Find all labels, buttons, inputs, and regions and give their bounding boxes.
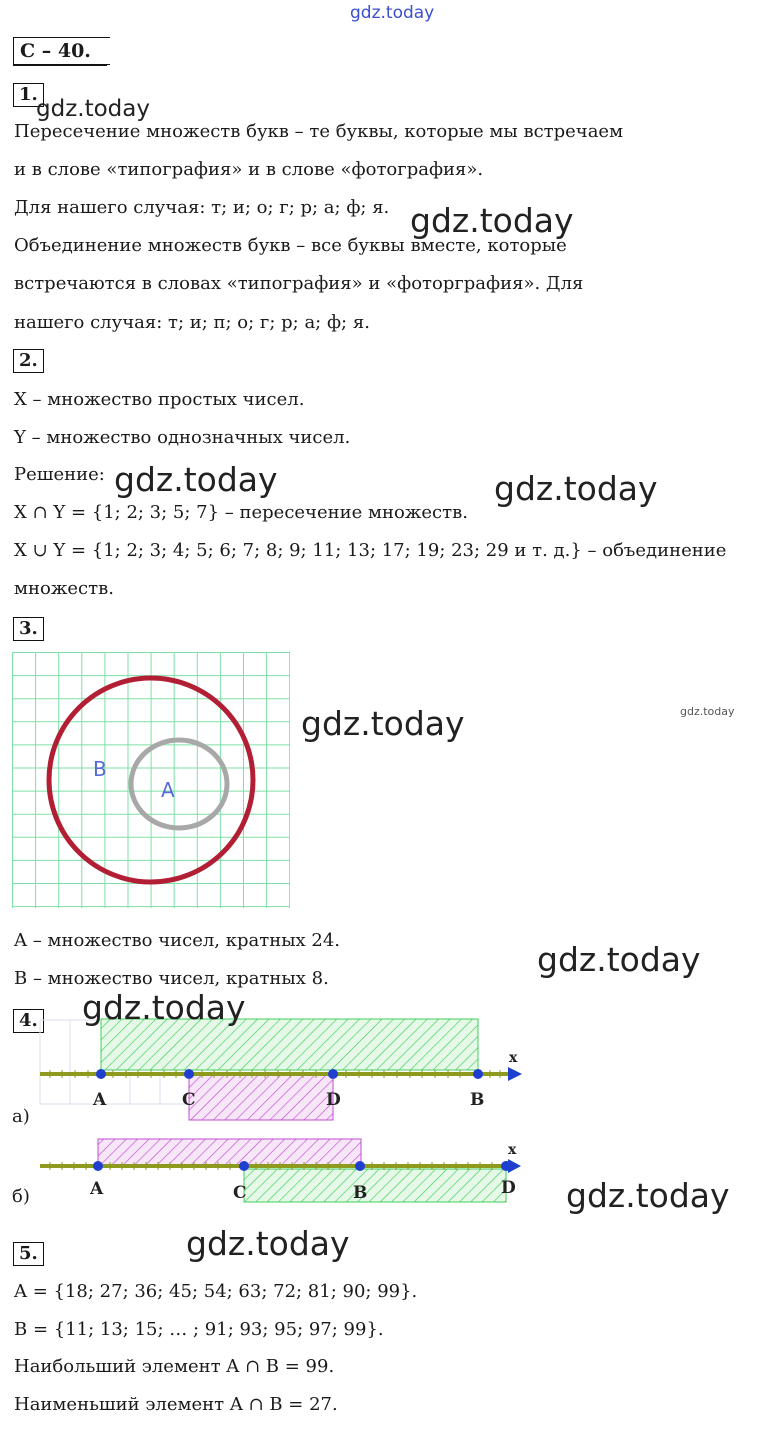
task2-union-continued: множеств.: [14, 578, 114, 599]
interval-cd-b: [244, 1169, 506, 1202]
task2-union: X ∪ Y = {1; 2; 3; 4; 5; 6; 7; 8; 9; 11; 13; 17; 19; 23; 29 и т. д.} – объединение: [14, 540, 727, 561]
watermark: gdz.today: [82, 988, 246, 1027]
number-line-b: [40, 1139, 521, 1203]
task1-line-4: Объединение множеств букв – все буквы вместе, которые: [14, 235, 567, 256]
axis-label-b: x: [508, 1142, 517, 1158]
number-lines: [0, 1016, 540, 1216]
point-b-c: C: [233, 1183, 247, 1203]
watermark-small: gdz.today: [680, 705, 735, 718]
task5-b-set: B = {11; 13; 15; … ; 91; 93; 95; 97; 99}.: [14, 1319, 384, 1340]
axis-arrow-a: [508, 1067, 522, 1081]
task2-x-definition: X – множество простых чисел.: [14, 389, 305, 410]
label-a: A: [161, 778, 175, 802]
header-watermark: gdz.today: [350, 3, 435, 23]
number-line-a: [40, 1019, 522, 1120]
interval-cd: [189, 1075, 333, 1120]
task2-solution-label: Решение:: [14, 464, 105, 485]
page-title: С – 40.: [13, 37, 110, 65]
label-b: B: [93, 757, 107, 781]
watermark: gdz.today: [36, 96, 150, 122]
task3-number: 3.: [13, 617, 44, 641]
task2-intersection: X ∩ Y = {1; 2; 3; 5; 7} – пересечение множеств.: [14, 502, 468, 523]
point-a-c: C: [182, 1090, 196, 1110]
interval-ab-b: [98, 1139, 361, 1166]
watermark: gdz.today: [410, 201, 574, 240]
task1-line-6: нашего случая: т; и; п; о; г; р; а; ф; я.: [14, 312, 370, 333]
task5-min-element: Наименьший элемент A ∩ B = 27.: [14, 1394, 338, 1415]
watermark: gdz.today: [114, 460, 278, 499]
task4-part-b-label: б): [12, 1186, 30, 1207]
point-b-b: B: [353, 1183, 368, 1203]
axis-label-a: x: [509, 1050, 518, 1066]
task5-max-element: Наибольший элемент A ∩ B = 99.: [14, 1356, 335, 1377]
task1-number: 1.: [13, 83, 44, 107]
task3-b-definition: B – множество чисел, кратных 8.: [14, 968, 329, 989]
venn-diagram: [12, 652, 290, 908]
task1-line-3: Для нашего случая: т; и; о; г; р; а; ф; я.: [14, 197, 390, 218]
task4-number: 4.: [13, 1009, 44, 1033]
grid: [12, 652, 290, 908]
task2-number: 2.: [13, 349, 44, 373]
point-b-a: A: [90, 1179, 104, 1199]
task5-a-set: A = {18; 27; 36; 45; 54; 63; 72; 81; 90; 99}.: [14, 1281, 418, 1302]
point-a-a: A: [93, 1090, 107, 1110]
point-a-d: D: [326, 1090, 341, 1110]
point-a-b: B: [470, 1090, 485, 1110]
watermark: gdz.today: [301, 704, 465, 743]
watermark: gdz.today: [186, 1224, 350, 1263]
task3-a-definition: A – множество чисел, кратных 24.: [14, 930, 341, 951]
title-underline: [13, 65, 107, 66]
task1-line-1: Пересечение множеств букв – те буквы, которые мы встречаем: [14, 121, 624, 142]
task1-line-2: и в слове «типография» и в слове «фотография».: [14, 159, 484, 180]
watermark: gdz.today: [566, 1176, 730, 1215]
task4-part-a-label: а): [12, 1106, 30, 1127]
task5-number: 5.: [13, 1242, 44, 1266]
task2-y-definition: Y – множество однозначных чисел.: [14, 427, 351, 448]
watermark: gdz.today: [537, 940, 701, 979]
watermark: gdz.today: [494, 469, 658, 508]
point-b-d: D: [501, 1178, 516, 1198]
task1-line-5: встречаются в словах «типография» и «фоторграфия». Для: [14, 273, 584, 294]
inner-circle-a: [131, 740, 227, 828]
